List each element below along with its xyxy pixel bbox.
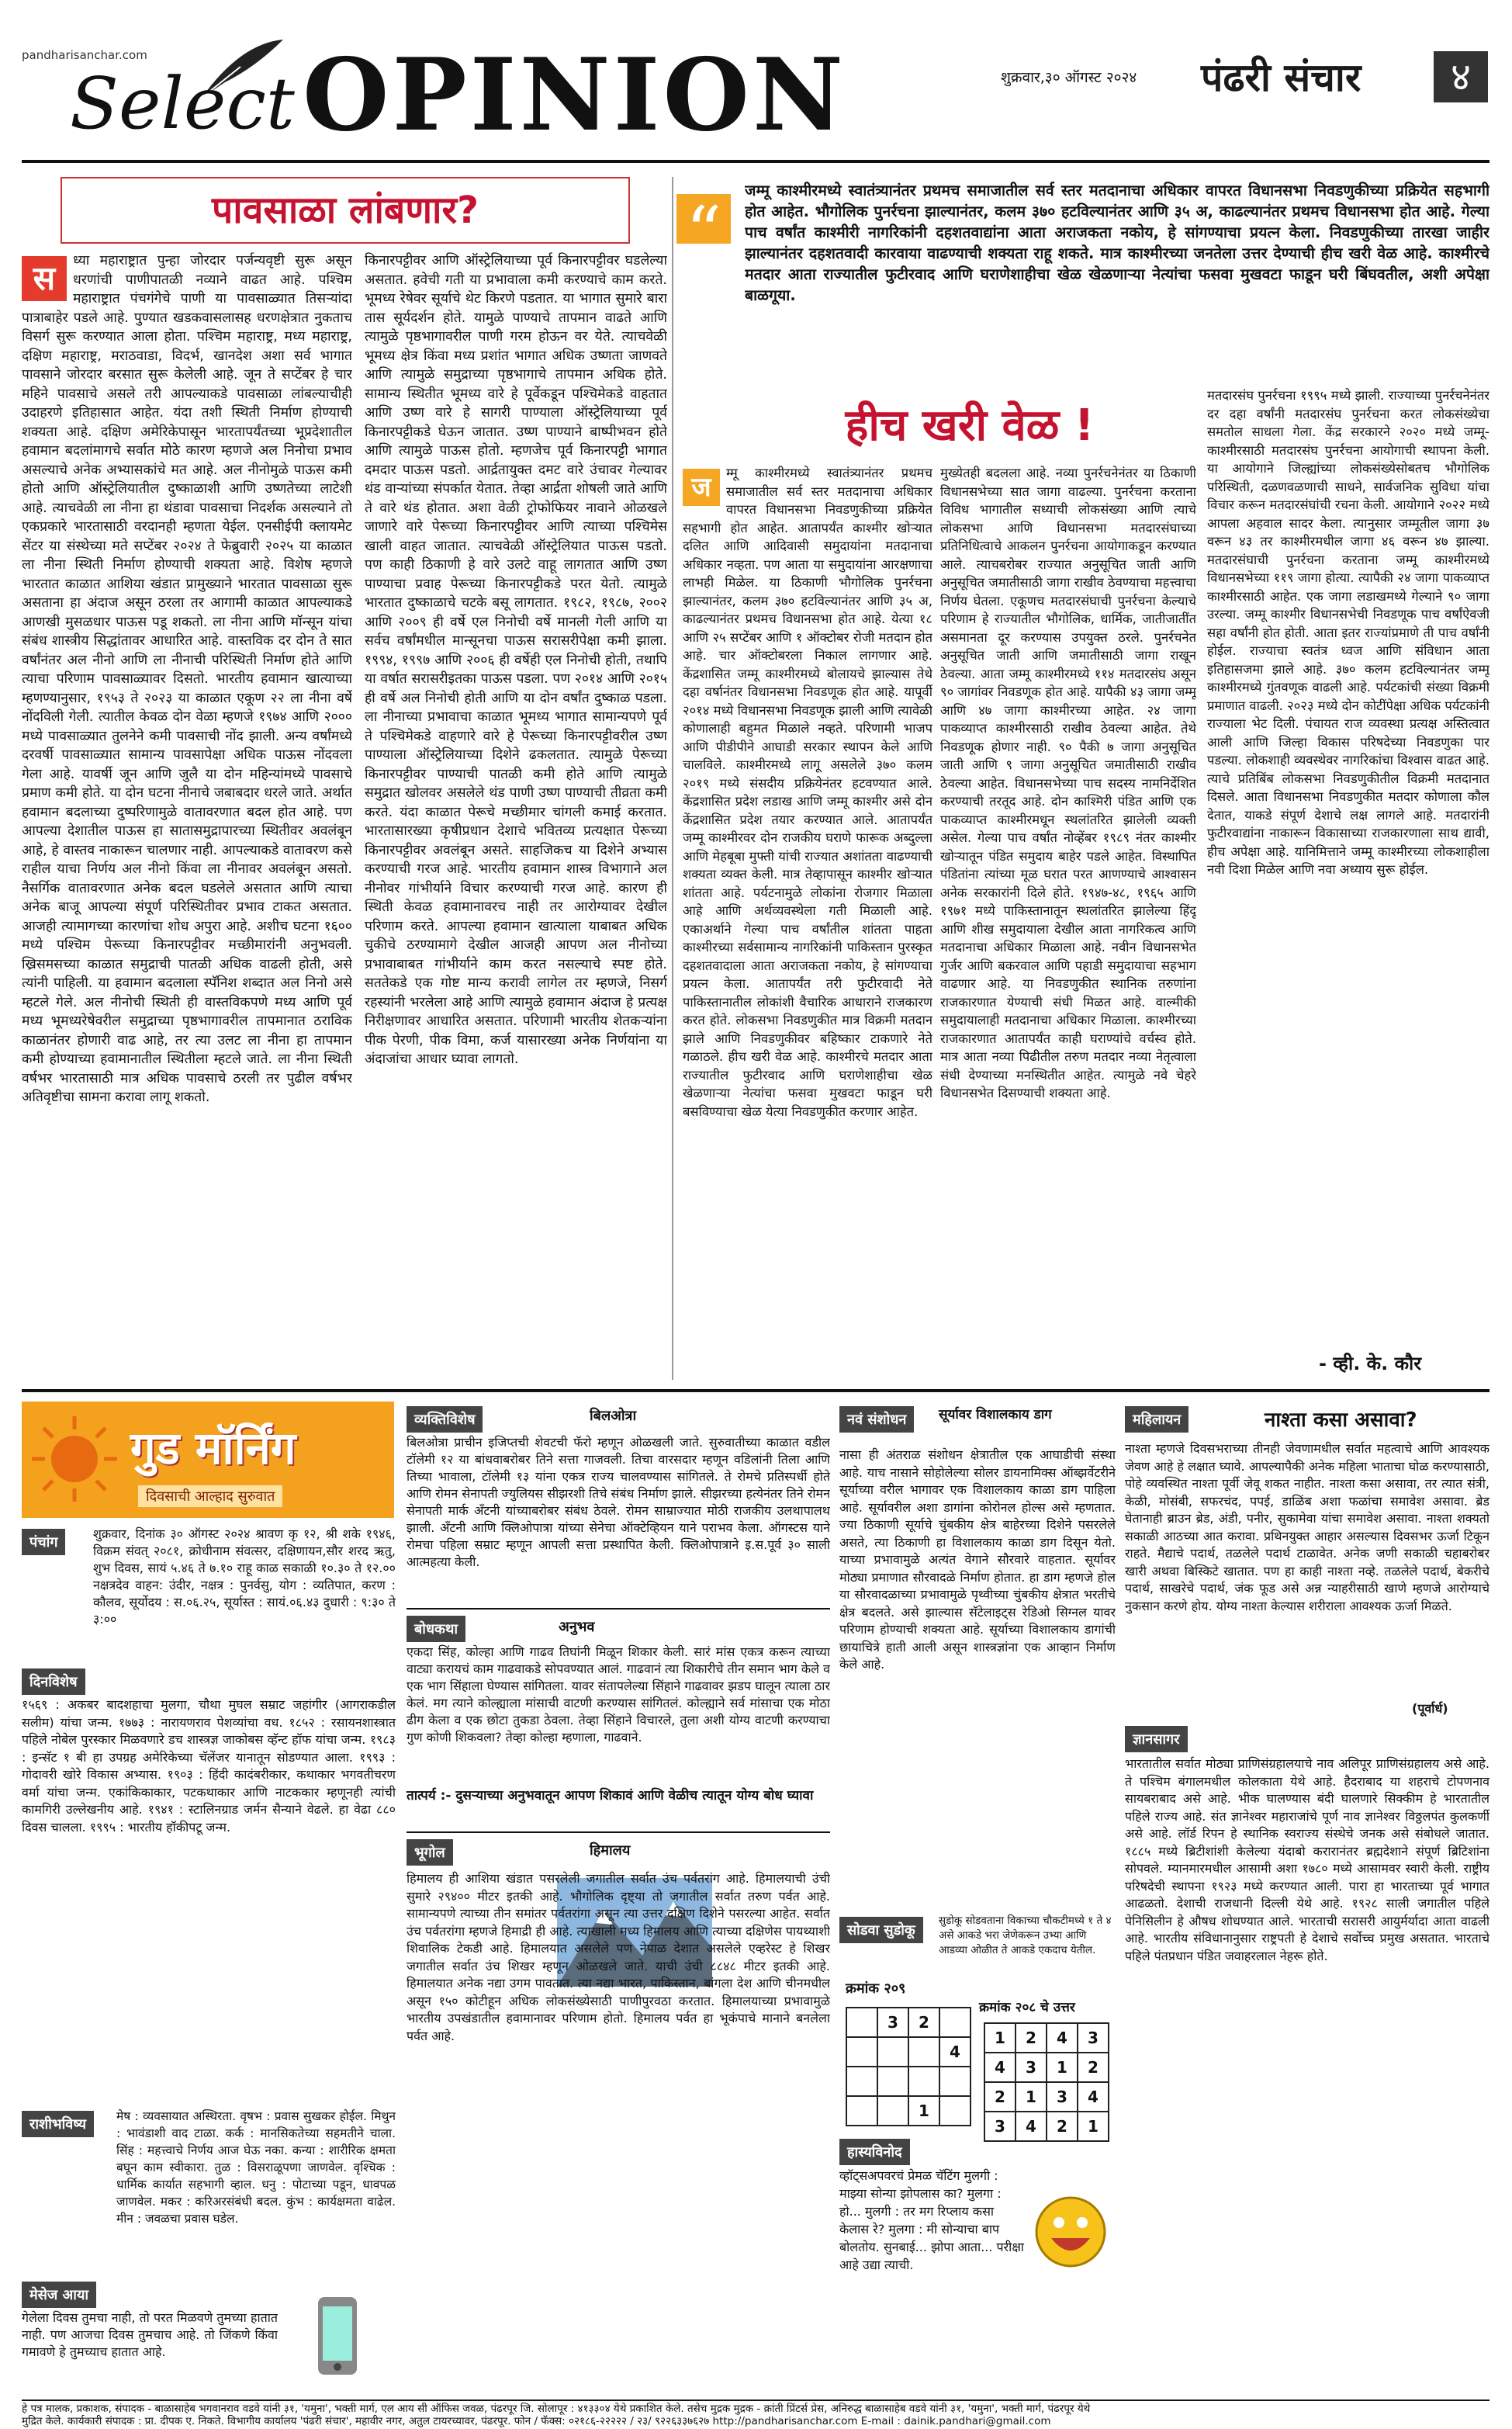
sudoku-cell <box>939 2096 971 2126</box>
navsanshodhan-label: नवं संशोधन <box>839 1406 914 1433</box>
sudoku-answer-cell: 3 <box>1078 2023 1109 2053</box>
hasya-text: व्हॉट्सअपवरचं प्रेमळ चॅटिंग मुलगी : माझ्या सोन्या झोपलास का? मुलगा : हो... मुलगी : तर मग रिप्लाय कसा केलास रे? मुलगा : मी सोन्याचा बाप बोलतोय. सुनबाई... झोपा आता... परीक्षा आहे उद्या त्याची. <box>839 2168 1024 2272</box>
opinion-wordmark: OPINION <box>303 37 846 154</box>
sudoku-cell: 4 <box>939 2037 971 2067</box>
sudoku-label: सोडवा सुडोकू <box>839 1917 923 1943</box>
footer-line-2: मुद्रित केले. कार्यकारी संपादक : प्रा. दीपक ए. निकते. विभागीय कार्यालय 'पंढरी संचार', महावीर नगर, अतुल टायरच्यावर, पंढरपूर. फोन / फॅक्स: ०२१८६-२२२२२ / २३/ ९२२६३३७६२७ http://pandharisanchar.com E-mail : dainik.pandhari@gmail.com <box>22 2415 1051 2427</box>
bodhkatha-label: बोधकथा <box>407 1616 465 1642</box>
sudoku-answer-cell: 1 <box>1015 2082 1047 2112</box>
sudoku-cell <box>877 2096 908 2126</box>
vyakti-rule <box>407 1608 830 1610</box>
laughing-face-icon <box>1032 2193 1109 2271</box>
footer-rule <box>22 2400 1490 2401</box>
sudoku-cell <box>846 2067 877 2096</box>
sudoku-answer-cell: 1 <box>1078 2112 1109 2141</box>
vyakti-label: व्यक्तिविशेष <box>407 1406 483 1433</box>
sudoku-answer-cell: 2 <box>1047 2112 1078 2141</box>
sudoku-answer-cell: 4 <box>984 2053 1015 2082</box>
rashi-label: राशीभविष्य <box>22 2111 94 2137</box>
dinvishesh-text: १५६९ : अकबर बादशहाचा मुलगा, चौथा मुघल सम्राट जहांगीर (आगराकडील सलीम) यांचा जन्म. १७७३ : नारायणराव पेशव्यांचा वध. १८५२ : रसायनशास्त्रात पहिले नोबेल पुरस्कार मिळवणारे डच शास्त्रज्ञ जाकोबस व्हॅन्ट हॉफ यांचा जन्म. १९८३ : इन्सॅट १ बी हा उपग्रह अमेरिकेच्या चॅलेंजर यानातून सोडण्यात आला. १९९३ : गोदावरी खोरे विकास अभ्यास. १९०३ : हिंदी कादंबरीकार, कथाकार भगवतीचरण वर्मा यांचा जन्म. एकांकिकाकार, पटकथाकार आणि नाटककार म्हणूनही त्यांची कामगिरी उल्लेखनीय आहे. १९४१ : स्टालिनग्राड जर्मन सैन्याने वेढले. हा वेढा ८८० दिवस चालला. १९९५ : भारतीय हॉकीपटू जन्म. <box>22 1697 396 1835</box>
sudoku-cell <box>908 2037 939 2067</box>
bhugol-label: भूगोल <box>407 1839 453 1866</box>
gyansagar-text: भारतातील सर्वात मोठ्या प्राणिसंग्रहालयाचे नाव अलिपूर प्राणिसंग्रहालय असे आहे. ते पश्चिम बंगालमधील कोलकाता येथे आहे. हैदराबाद या शहराचे टोपणनाव सायबराबाद असे आहे. भीक घालण्यास बंदी घालणारे सिक्कीम हे भारतातील पहिले राज्य आहे. संत ज्ञानेश्वर महाराजांचे पूर्ण नाव ज्ञानेश्वर विठ्ठलपंत कुलकर्णी असे आहे. लॉर्ड रिपन हे स्थानिक स्वराज्य संस्थेचे जनक असे संबोधले जातात. १८८५ मध्ये ब्रिटीशांशी केलेल्या यंदाबो करारानंतर ब्रह्मदेशाने संपूर्ण ब्रिटिशांना सोपवले. म्यानमारमधील आसामी अशा १७८० मध्ये आसामवर स्वारी केली. राष्ट्रीय परिषदेची स्थापना १९२३ मध्ये करण्यात आली. पारा हा भारताच्या पूर्व भागात आढळतो. देशाची राजधानी दिल्ली येथे आहे. १९२८ साली जगातील पहिले पेनिसिलीन हे औषध शोधण्यात आले. भारताची सरासरी आयुर्मर्यादा आता वाढली आहे. भारतीय संविधानानुसार राष्ट्रपती हे देशाचे सर्वोच्च प्रमुख असतात. भारताचे पहिले पंतप्रधान पंडित जवाहरलाल नेहरू होते. <box>1125 1756 1490 1963</box>
editorial-column-1: स ध्या महाराष्ट्रात पुन्हा जोरदार पर्जन्यवृष्टी सुरू असून धरणांची पाणीपातळी नव्याने वाढत आहे. पश्चिम महाराष्ट्रात पंचगंगेचे पाणी या पावसाळ्यात तिसऱ्यांदा पात्राबाहेर पडले आहे. पुण्यात खडकवासलासह धरणक्षेत्रात नुकताच विसर्ग सुरू करण्यात आला होता. पश्चिम महाराष्ट्र, मध्य महाराष्ट्र, दक्षिण महाराष्ट्र, मराठवाडा, विदर्भ, खानदेश अशा सर्व भागात पावसाने जोरदार बरसात सुरू केलेली आहे. जून ते सप्टेंबर हे चार महिने पावसाचे असले तरी आपल्याकडे पावसाळा लांबल्याचीही उदाहरणे इतिहासात आहेत. यंदा तशी स्थिती निर्माण होण्याची शक्यता आहे. दक्षिण अमेरिकेपासून भारतापर्यंतच्या भूप्रदेशातील हवामान बदलांमागचे सर्वात मोठे कारण म्हणजे अल निनोचा प्रभाव असल्याचे अनेक अभ्यासकांचे मत आहे. अल नीनोमुळे पाऊस कमी होतो आणि ऑस्ट्रेलियातील दुष्काळाशी आणि उष्णतेच्या लाटेशी आहे. त्याचवेळी ला नीना हा थंडावा पावसाचा निदर्शक असल्याने तो एकप्रकारे भारतासाठी वरदानही म्हणता येईल. एनसीईपी क्लायमेट सेंटर या संस्थेच्या मते सप्टेंबर २०२४ ते फेब्रुवारी २०२५ या काळात ला नीना स्थिती निर्माण होण्याची शक्यता आहे. विशेष म्हणजे भारतात काळात आशिया खंडात प्रामुख्याने भारतात पावसाळा सुरू असताना हा अंदाज असून ठरला तर आगामी काळात आपल्याकडे आणखी मुसळधार पाऊस पडू शकतो. ला नीना आणि मॉन्सून यांचा संबंध शास्त्रीय सिद्धांतावर आधारित आहे. वास्तविक दर दोन ते सात वर्षांनंतर अल नीनो आणि ला नीनाची परिस्थिती निर्माण होते आणि त्याचा परिणाम पावसाळ्यावर दिसतो. भारतीय हवामान खात्याच्या म्हणण्यानुसार, १९५३ ते २०२३ या काळात एकूण २२ ला नीना वर्षे नोंदविली गेली. त्यातील केवळ दोन वेळा म्हणजे १९७४ आणि २००० मध्ये पावसाळ्यात तुलनेने कमी पावसाची नोंद झाली. अन्य वर्षांमध्ये दरवर्षी पावसाळ्यात सामान्य पावसापेक्षा अधिक पाऊस नोंदवला गेला आहे. यावर्षी जून आणि जुलै या दोन महिन्यांमध्ये पावसाचे प्रमाण कमी होते. या दोन घटना नीनाचे जबाबदार धरले जाते. अर्थात हवामान बदलाच्या दुष्परिणामुळे वातावरणात बदल होत आहे. पण आपल्या देशातील पाऊस हा सातासमुद्रापारच्या स्थितीवर अवलंबून आहे, हे वास्तव नाकारून चालणार नाही. आपल्याकडे वातावरण कसे राहील याचा निर्णय अल नीनो किंवा ला नीनावर अवलंबून असतो. नैसर्गिक वातावरणात अनेक बदल घडलेले असतात आणि त्याचा अनेक बाजू आपल्या संपूर्ण परिस्थितीवर प्रभाव टाकत असतात. आजही त्यामागच्या कारणांचा शोध अपुरा आहे. अशीच घटना १६०० मध्ये पश्चिम पेरूच्या किनारपट्टीवर मच्छीमारांनी अनुभवली. ख्रिसमसच्या काळात समुद्राची पातळी अधिक वाढली होती, असे त्यांनी पाहिली. या हवामान बदलाला स्पॅनिश शब्दात अल निनो असे म्हटले गेले. अल नीनोची स्थिती ही वास्तविकपणे मध्य आणि पूर्व मध्य भूमध्यरेषेवरील समुद्राच्या पृष्ठभागावरील तापमानात ठराविक काळानंतर होणारी वाढ आहे, तर त्या उलट ला नीना हा तापमान कमी होण्याच्या हवामानातील स्थितीला म्हटले जाते. ला नीना स्थिती वर्षभर भारतासाठी मात्र अधिक पावसाचे ठरली तर पुढील वर्षभर अतिवृष्टीचा सामना करावा लागू शकतो. <box>22 253 352 1105</box>
good-morning-tagline: दिवसाची आल्हाद सुरुवात <box>138 1485 282 1507</box>
message-text: गेलेला दिवस तुमचा नाही, तो परत मिळवणे तुमच्या हातात नाही. पण आजचा दिवस तुमचाच आहे. तो जिंकणे किंवा गमावणे हे तुमच्याच हातात आहे. <box>22 2310 278 2359</box>
sudoku-answer-cell: 2 <box>1015 2023 1047 2053</box>
sudoku-answer-cell: 3 <box>984 2112 1015 2141</box>
site-url: pandharisanchar.com <box>22 48 147 62</box>
editorial-dropcap: स <box>22 256 67 301</box>
sudoku-answer-cell: 3 <box>1015 2053 1047 2082</box>
message-label: मेसेज आया <box>22 2282 96 2308</box>
issue-date: शुक्रवार,३० ऑगस्ट २०२४ <box>1001 69 1137 86</box>
sudoku-answer-row <box>984 2023 1109 2053</box>
article-column-3: मतदारसंघ पुनर्रचना १९९५ मध्ये झाली. राज्याच्या पुनर्रचनेनंतर दर दहा वर्षांनी मतदारसंघ पुनर्रचना करत लोकसंख्येचा समतोल साधला गेला. केंद्र सरकारने २०२० मध्ये जम्मू-काश्मीरसाठी मतदारसंघ पुनर्रचना आयोगाची स्थापना केली. या आयोगाने जिल्ह्यांच्या लोकसंख्येसोबतच भौगोलिक परिस्थिती, दळणवळणाची साधने, सार्वजनिक सुविधा यांचा विचार करून मतदारसंघांची रचना केली. आयोगाने २०२२ मध्ये आपला अहवाल सादर केला. त्यानुसार जम्मूतील जागा ३७ वरून ४३ तर काश्मीरमधील जागा ४६ वरून ४७ झाल्या. मतदारसंघाची पुनर्रचना करताना जम्मू काश्मीरमध्ये विधानसभेच्या ११९ जागा होत्या. त्यापैकी २४ जागा पाकव्याप्त काश्मीरसाठी आहेत. एक जागा लडाखमध्ये गेल्याने ९० जागा उरल्या. जम्मू काश्मीर विधानसभेची निवडणूक पाच वर्षांऐवजी सहा वर्षांनी होत होती. आता इतर राज्यांप्रमाणे ती पाच वर्षांनी होईल. राज्याचा स्वतंत्र ध्वज आणि संविधान आता इतिहासजमा झाले आहे. ३७० कलम हटविल्यानंतर जम्मू काश्मीरमध्ये गुंतवणूक वाढली आहे. पर्यटकांची संख्या विक्रमी प्रमाणात वाढली. २०२३ मध्ये दोन कोटींपेक्षा अधिक पर्यटकांनी राज्याला भेट दिली. पंचायत राज व्यवस्था प्रत्यक्ष अस्तित्वात आली आणि जिल्हा विकास परिषदेच्या निवडणुका पार पडल्या. लोकशाही व्यवस्थेवर नागरिकांचा विश्वास वाढत आहे. त्याचे प्रतिबिंब लोकसभा निवडणुकीतील विक्रमी मतदानात दिसले. आता विधानसभा निवडणुकीत मतदार कोणाला कौल देतात, याकडे संपूर्ण देशाचे लक्ष लागले आहे. मतदारांनी फुटीरवाद्यांना नाकारून विकासाच्या राजकारणाला साथ द्यावी, हीच अपेक्षा आहे. यानिमित्ताने जम्मू काश्मीरच्या लोकशाहीला नवी दिशा मिळेल आणि नवा अध्याय सुरू होईल. <box>1207 388 1490 877</box>
good-morning-title: गुड मॉर्निंग <box>130 1422 296 1474</box>
sudoku-answer-cell: 1 <box>1047 2053 1078 2082</box>
panchang-label: पंचांग <box>22 1529 65 1555</box>
sudoku-row <box>846 2037 971 2067</box>
sudoku-answer-cell: 2 <box>984 2082 1015 2112</box>
sudoku-answer-cell: 2 <box>1078 2053 1109 2082</box>
sudoku-cell <box>846 2096 877 2126</box>
sudoku-cell: 1 <box>908 2096 939 2126</box>
vertical-divider <box>672 177 673 1380</box>
article-author: - व्ही. के. कौर <box>1319 1353 1422 1374</box>
page-number: ४ <box>1434 51 1488 102</box>
bhugol-text: हिमालय ही आशिया खंडात पसरलेली जगातील सर्वात उंच पर्वतरांग आहे. हिमालयाची उंची सुमारे २९४०० मीटर इतकी आहे. भौगोलिक दृष्ट्या तो जगातील सर्वात तरुण पर्वत आहे. सामान्यपणे त्याच्या तीन समांतर पर्वतरांगा असून त्या उत्तर दक्षिण दिशेने पसरल्या आहेत. सर्वात उंच पर्वतरांगा म्हणजे हिमाद्री ही आहे. त्याखाली मध्य हिमालय आणि त्याच्या दक्षिणेस पायथ्याशी शिवालिक टेकडी आहे. हिमालयात असलेले पण नेपाळ देशात असलेले एव्हरेस्ट हे शिखर जगातील सर्वात उंच शिखर म्हणून ओळखले जाते. याची उंची ८८४८ मीटर इतकी आहे. हिमालयात अनेक नद्या उगम पावतात. त्या नद्या भारत, पाकिस्तान, बांगला देश आणि चीनमधील असून १५० कोटीहून अधिक लोकसंख्येसाठी पाणीपुरवठा करतात. हिमालयाच्या प्रभावामुळे भारतीय उपखंडातील हवामानावर परिणाम होतो. हिमालय पर्वत हा भूकंपाचे मानाने बनलेला पर्वत आहे. <box>407 1871 830 2043</box>
header-rule <box>22 160 1490 163</box>
sudoku-title: क्रमांक २०९ <box>846 1980 906 1997</box>
pull-quote: जम्मू काश्मीरमध्ये स्वातंत्र्यानंतर प्रथमच समाजातील सर्व स्तर मतदानाचा अधिकार वापरत विधानसभा निवडणुकीच्या प्रक्रियेत सहभागी होत आहेत. भौगोलिक पुनर्रचना झाल्यानंतर, कलम ३७० हटविल्यानंतर आणि ३५ अ, काढल्यानंतर प्रथमच विधानसभा होत आहे. गेल्या पाच वर्षांत काश्मीरी नागरिकांनी दहशतवाद्यांना आता अराजकता नकोय, हे सांगण्याचा प्रयत्न केला. निवडणुकीच्या तारखा जाहीर झाल्यानंतर दहशतवादी कारवाया वाढण्याची शक्यता राहू शकते. मात्र काश्मीरच्या जनतेला उत्तर देण्याची हीच खरी वेळ आहे. काश्मीरचे मतदार आता राज्यातील फुटीरवाद आणि घराणेशाहीचा खेळ खेळणाऱ्या नेत्यांचा फसवा मुखवटा फाडून घरी बिंघवतील, अशी अपेक्षा बाळगूया. <box>745 182 1490 304</box>
sudoku-cell <box>939 2008 971 2037</box>
sudoku-answer-cell: 4 <box>1078 2082 1109 2112</box>
navsanshodhan-text: नासा ही अंतराळ संशोधन क्षेत्रातील एक आघाडीची संस्था आहे. याच नासाने सोहोलेल्या सोलर डायनामिक्स ऑब्झर्वेटरीने सूर्याच्या वरील भागावर एक विशालकाय काळा डाग पाहिला आहे. सूर्यावरील अशा डागांना कोरोनल होल्स असे म्हणतात. ज्या ठिकाणी सूर्याचे चुंबकीय क्षेत्र बाहेरच्या दिशेने पसरलेले असते, त्या ठिकाणी हा विशालकाय काळा डाग दिसून येतो. याच्या प्रभावामुळे अत्यंत वेगाने सौरवारे वाहतात. सूर्यावर मोठ्या प्रमाणात सौरवादळे निर्माण होतात. हा डाग म्हणजे होल या सौरवादळाच्या प्रभावामुळे पृथ्वीच्या चुंबकीय क्षेत्रात भरतीचे क्षेत्र बदलते. असे झाल्यास सॅटेलाइट्स रेडिओ सिग्नल यावर परिणाम होण्याची शक्यता आहे. सूर्याच्या विशालकाय डागांची छायाचित्रे हाती आली असून शास्त्रज्ञांना एक आव्हान निर्माण केले आहे. <box>839 1447 1116 1672</box>
navsanshodhan-title: सूर्यावर विशालकाय डाग <box>939 1407 1052 1422</box>
dinvishesh-label: दिनविशेष <box>22 1668 85 1695</box>
sudoku-cell <box>846 2008 877 2037</box>
sudoku-instructions: सुडोकू सोडवताना विकाच्या चौकटीमध्ये १ ते ४ असे आकडे भरा जेणेकरून उभ्या आणि आडव्या ओळीत ते आकडे एकदाच येतील. <box>939 1914 1112 1956</box>
section-rule <box>22 1389 1490 1392</box>
sudoku-answer-title: क्रमांक २०८ चे उत्तर <box>979 2000 1075 2015</box>
bodhkatha-text: एकदा सिंह, कोल्हा आणि गाढव तिघांनी मिळून शिकार केली. सारं मांस एकत्र करून त्याच्या वाट्या करायचं काम गाढवाकडे सोपवण्यात आलं. गाढवानं त्या शिकारीचे तीन समान भाग केले व एक भाग सिंहाला घेण्यास सांगितला. यावर संतापलेल्या सिंहाने गाढवावर झडप घालून त्याला ठार केलं. मग त्याने कोल्ह्याला मांसाची वाटणी करण्यास सांगितलं. कोल्ह्याने सर्व मांसाचा एक मोठा ढीग केला व एक छोटा तुकडा ठेवला. तेव्हा सिंहाने विचारले, तुला अशी योग्य वाटणी करण्याचा गुण कोणी शिकवला? तेव्हा कोल्हा म्हणाला, गाढवाने. <box>407 1644 830 1745</box>
sudoku-answer-cell: 1 <box>984 2023 1015 2053</box>
bodhkatha-rule <box>407 1831 830 1833</box>
mahilayan-title: नाश्ता कसा असावा? <box>1265 1409 1417 1432</box>
rashi-text: मेष : व्यवसायात अस्थिरता. वृषभ : प्रवास सुखकर होईल. मिथुन : भावंडाशी वाद टाळा. कर्क : मानसिकतेच्या सहमतीने चाला. सिंह : महत्त्वाचे निर्णय आज घेऊ नका. कन्या : शारीरिक क्षमता बघून काम स्वीकारा. तुळ : विसराळूपणा जाणवेल. वृश्चिक : धार्मिक कार्यात सहभागी व्हाल. धनु : पोटाच्या पडून, धावपळ जाणवेल. मकर : करिअरसंबंधी बदल. कुंभ : कार्यक्षमता वाढेल. मीन : जवळचा प्रवास घडेल. <box>116 2109 396 2226</box>
mahilayan-label: महिलायन <box>1125 1406 1188 1433</box>
vyakti-text: बिलओत्रा प्राचीन इजिप्तची शेवटची फॅरो म्हणून ओळखली जाते. सुरुवातीच्या काळात वडील टॉलेमी १२ या बांधवाबरोबर तिने सत्ता गाजवली. तिचा वारसदार म्हणून वडिलांनी तिला आणि तिच्या भावाला, टॉलेमी १३ यांना एकत्र राज्य चालवण्यास सांगितले. ते रोमचे प्रतिस्पर्धी होते आणि रोमन सेनापती ज्युलियस सीझरशी तिचे संबंध निर्माण झाले. सीझरच्या हत्येनंतर तिने रोमन सेनापती मार्क अँटनी यांच्याबरोबर संबंध ठेवले. रोमन साम्राज्यात मोठी राजकीय उलथापालथ झाली. अँटनी आणि क्लिओपात्रा यांच्या सेनेचा ऑक्टेव्हियन याने पराभव केला. ऑगस्टस याने रोमचा पहिला सम्राट म्हणून आपली सत्ता प्रस्थापित केली. क्लिओपात्राने इ.स.पूर्व ३० साली आत्महत्या केली. <box>407 1435 830 1569</box>
sudoku-answer-cell: 3 <box>1047 2082 1078 2112</box>
editorial-column-2: किनारपट्टीवर आणि ऑस्ट्रेलियाच्या पूर्व किनारपट्टीवर घडलेल्या असतात. हवेची गती या प्रभावाला कमी करण्याचे काम करते. भूमध्य रेषेवर सूर्याचे थेट किरणे पडतात. या भागात सुमारे बारा तास सूर्यदर्शन होते. यामुळे पाण्याचे तापमान वाढते आणि त्यामुळे पृष्ठभागावरील पाणी गरम होऊन वर येते. त्याचवेळी भूमध्य क्षेत्र किंवा मध्य प्रशांत भागात अधिक उष्णता जाणवते आणि त्यामुळे समुद्राच्या पृष्ठभागाचे तापमान अधिक होते. सामान्य स्थितीत भूमध्य वारे हे पूर्वेकडून पश्चिमेकडे वाहतात आणि उष्ण वारे हे सागरी पाण्याला ऑस्ट्रेलियाच्या पूर्व किनारपट्टीकडे घेऊन जातात. उष्ण पाण्याने बाष्पीभवन होते आणि त्यामुळे पाऊस होतो. म्हणजेच पूर्व किनारपट्टी भागात दमदार पाऊस पडतो. आर्द्रतायुक्त दमट वारे उंचावर गेल्यावर थंड वाऱ्यांच्या संपर्कात येतात. तेव्हा आर्द्रता शोषली जाते आणि ते वारे थंड होतात. अशा वेळी ट्रोफोफियर नावाने ओळखले जाणारे वारे पेरूच्या किनारपट्टीवर आणि त्याच्या पश्चिमेस खाली वाहत जातात. त्याचवेळी ऑस्ट्रेलियात पाऊस पडतो. पण काही ठिकाणी हे वारे उलटे वाहू लागतात आणि उष्ण पाण्याचा प्रवाह पेरूच्या किनारपट्टीकडे परत येतो. त्यामुळे भारतात दुष्काळाचे चटके बसू लागतात. १९८२, १९८७, २००२ आणि २००९ ही वर्षे एल निनोची वर्षे मानली गेली आणि या सर्वच वर्षांमधील मान्सूनचा पाऊस सरासरीपेक्षा कमी झाला. १९९४, १९९७ आणि २००६ ही वर्षेही एल निनोची होती, तथापि या वर्षात सरासरीइतका पाऊस पडला. पण २०१४ आणि २०१५ ही वर्षे अल निनोची होती आणि या दोन वर्षांत दुष्काळ पडला. ला नीनाच्या प्रभावाचा काळात भूमध्य भागात सामान्यपणे पूर्व ते पश्चिमेकडे वाहणारे वारे हे पेरूच्या किनारपट्टीवरील उष्ण पाण्याला ऑस्ट्रेलियाच्या दिशेने ढकलतात. त्यामुळे पेरूच्या किनारपट्टीवर पाण्याची पातळी कमी होते आणि त्यामुळे समुद्रात खोलवर असलेले थंड पाणी उष्ण पाण्याची तीव्रता कमी करते. यंदा काळात पेरूचे मच्छीमार चांगली कमाई करतात. भारतासारख्या कृषीप्रधान देशाचे भवितव्य प्रत्यक्षात पेरूच्या किनारपट्टीवर अवलंबून असते. साहजिकच या दिशेने अभ्यास करण्याची गरज आहे. भारतीय हवामान शास्त्र विभागाने अल नीनोवर गांभीर्याने विचार करण्याची गरज आहे. कारण ही स्थिती केवळ हवामानावरच नाही तर आरोग्यावर देखील परिणाम करते. आपल्या हवामान खात्याला याबाबत अधिक चुकीचे ठरण्यामागे देखील आजही आपण अल नीनोच्या प्रभावाबाबत गांभीर्याने काम करत नसल्याचे स्पष्ट होते. सततेकडे एक गोष्ट मान्य करावी लागेल तर म्हणजे, निसर्ग रहस्यांनी भरलेला आहे आणि त्यामुळे हवामान अंदाज हे प्रत्यक्ष निरीक्षणावर आधारित असतात. परिणामी भारतीय शेतकऱ्यांना पीक पेरणी, पीक विमा, कर्ज यासारख्या अनेक निर्णयांना या अंदाजांचा आधार घ्यावा लागतो. <box>365 253 667 1067</box>
panchang-text: शुक्रवार, दिनांक ३० ऑगस्ट २०२४ श्रावण कृ १२, श्री शके १९४६, विक्रम संवत् २०८१, क्रोधीनाम संवत्सर, दक्षिणायन,सौर शरद ऋतु, शुभ दिवस, सायं ५.४६ ते ७.१० राहू काळ सकाळी १०.३० ते १२.०० नक्षत्रदेव वाहन: उंदीर, नक्षत्र : पुनर्वसु, योग : व्यतिपात, करण : कौलव, सूर्योदय : स.०६.२५, सूर्यास्त : सायं.०६.४३ दुधारी : ९:३० ते ३:०० <box>93 1526 396 1627</box>
mobile-phone-icon <box>295 2289 380 2390</box>
sudoku-cell: 3 <box>877 2008 908 2037</box>
brand-name: पंढरी संचार <box>1201 55 1361 100</box>
sun-icon <box>28 1412 121 1506</box>
sudoku-answer-cell: 4 <box>1015 2112 1047 2141</box>
article-column-2: मुख्येतही बदलला आहे. नव्या पुनर्रचनेनंतर या ठिकाणी विधानसभेच्या सात जागा वाढल्या. पुनर्रचना करताना विविध भागातील सध्याची लोकसंख्या आणि त्याचे लोकसभा आणि विधानसभा मतदारसंघाच्या प्रतिनिधित्वाचे आकलन पुनर्रचना आयोगाकडून करण्यात आले. त्याचबरोबर राज्यात अनुसूचित जाती आणि अनुसूचित जमातीसाठी जागा राखीव ठेवण्याचा महत्त्वाचा निर्णय घेतला. एकूणच मतदारसंघाची पुनर्रचना केल्याचे परिणाम हे राज्यातील भौगोलिक, धार्मिक, जातीजातींत असमानता दूर करण्यास उपयुक्त ठरले. पुनर्रचनेत अनुसूचित जाती आणि जमातीसाठी जागा राखून ठेवल्या. आता जम्मू काश्मीरमध्ये ११४ मतदारसंघ असून ९० जागांवर निवडणूक होत आहे. यापैकी ४३ जागा जम्मू आणि ४७ जागा काश्मीरच्या आहेत. २४ जागा पाकव्याप्त काश्मीरसाठी राखीव ठेवल्या आहेत. तेथे निवडणूक होणार नाही. ९० पैकी ७ जागा अनुसूचित जाती आणि ९ जागा अनुसूचित जमातीसाठी राखीव ठेवल्या आहेत. विधानसभेच्या पाच सदस्य नामनिर्देशित करण्याची तरतूद आहे. दोन काश्मिरी पंडित आणि एक पाकव्याप्त काश्मीरमधून स्थलांतरित झालेली व्यक्ती असेल. गेल्या पाच वर्षांत नोव्हेंबर १९८९ नंतर काश्मीर खोऱ्यातून पंडित समुदाय बाहेर पडले आहेत. विस्थापित पंडितांना त्यांच्या मूळ घरात परत आणण्याचे आश्वासन अनेक सरकारांनी दिले होते. १९४७-४८, १९६५ आणि १९७१ मध्ये पाकिस्तानातून स्थलांतरित झालेल्या हिंदू आणि शीख समुदायाला देखील आता नागरिकत्व आणि मतदानाचा अधिकार मिळाला आहे. नवीन विधानसभेत गुर्जर आणि बकरवाल आणि पहाडी समुदायाचा सहभाग वाढणार आहे. या निवडणुकीत स्थानिक तरुणांना राजकारणात येण्याची संधी मिळत आहे. वाल्मीकी समुदायालाही मतदानाचा अधिकार मिळाला. काश्मीरच्या राजकारणात आतापर्यंत काही घराण्यांचे वर्चस्व होते. मात्र आता नव्या पिढीतील तरुण मतदार नव्या नेतृत्वाला संधी देण्याच्या मनस्थितीत आहेत. त्यामुळे नवे चेहरे विधानसभेत दिसण्याची शक्यता आहे. <box>940 466 1196 1100</box>
sudoku-cell <box>908 2067 939 2096</box>
sudoku-answer-row <box>984 2082 1109 2112</box>
bodhkatha-moral: तात्पर्य :- दुसऱ्याच्या अनुभवातून आपण शिकावं आणि वेळीच त्यातून योग्य बोध घ्यावा <box>407 1788 814 1804</box>
editorial-title: पावसाळा लांबणार? <box>212 189 479 232</box>
vyakti-name: बिलओत्रा <box>590 1408 637 1424</box>
article-dropcap: ज <box>683 469 720 506</box>
footer-line-1: हे पत्र मालक, प्रकाशक, संपादक - बाळासाहेब भगवानराव वडवे यांनी ३१, 'यमुना', भक्ती मार्ग, एल आय सी ऑफिस जवळ, पंढरपूर जि. सोलापूर : ४१३३०४ येथे प्रकाशित केले. तसेच मुद्रक मुद्रक - क्रांती प्रिंटर्स प्रेस, अनिरुद्ध बाळासाहेब वडवे यांनी ३१, 'यमुना', भक्ती मार्ग, पंढरपूर येथे <box>22 2403 1091 2415</box>
sudoku-cell <box>939 2067 971 2096</box>
quote-icon: “ <box>676 194 731 244</box>
hasya-label: हास्यविनोद <box>839 2139 910 2165</box>
sudoku-cell <box>877 2037 908 2067</box>
mahilayan-source: (पूर्वार्ध) <box>1412 1701 1448 1716</box>
good-morning-banner <box>22 1402 394 1518</box>
sudoku-answer-grid <box>984 2022 1109 2142</box>
article-column-1: ज म्मू काश्मीरमध्ये स्वातंत्र्यानंतर प्रथमच समाजातील सर्व स्तर मतदानाचा अधिकार वापरत विधानसभा निवडणुकीच्या प्रक्रियेत सहभागी होत आहेत. आतापर्यंत काश्मीर खोऱ्यात दलित आणि आदिवासी समुदायांना मतदानाचा अधिकार नव्हता. पण आता या समुदायांना आरक्षणाचा लाभही मिळेल. या ठिकाणी भौगोलिक पुनर्रचना झाल्यानंतर, कलम ३७० हटविल्यानंतर आणि ३५ अ, काढल्यानंतर प्रथमच विधानसभा होत आहे. येत्या १८ आणि २५ सप्टेंबर आणि १ ऑक्टोबर रोजी मतदान होत आहे. चार ऑक्टोबरला निकाल लागणार आहे. केंद्रशासित जम्मू काश्मीरमध्ये बोलायचे झाल्यास तेथे दहा वर्षानंतर विधानसभा निवडणूक होत आहे. यापूर्वी २०१४ मध्ये विधानसभा निवडणूक झाली आणि त्यावेळी कोणालाही बहुमत मिळाले नव्हते. परिणामी भाजप आणि पीडीपीने आघाडी सरकार स्थापन केले आणि चालविले. काश्मीरमध्ये लागू असलेले ३७० कलम २०१९ मध्ये संसदीय प्रक्रियेनंतर हटवण्यात आले. केंद्रशासित प्रदेश लडाख आणि जम्मू काश्मीर असे दोन केंद्रशासित प्रदेश तयार करण्यात आले. आतापर्यंत जम्मू काश्मीरवर दोन राजकीय घराणे फारूक अब्दुल्ला आणि मेहबूबा मुफ्ती यांची राज्यात अशांतता वाढण्याची शक्यता व्यक्त केली. मात्र तेव्हापासून काश्मीर खोऱ्यात शांतता आहे. पर्यटनामुळे लोकांना रोजगार मिळाला आहे आणि अर्थव्यवस्थेला गती मिळाली आहे. एकाअर्थाने गेल्या पाच वर्षांतील शांतता पाहता काश्मीरच्या सर्वसामान्य नागरिकांनी पाकिस्तान पुरस्कृत दहशतवादाला आता अराजकता नकोय, हे सांगण्याचा प्रयत्न केला. आतापर्यंत तरी फुटीरवादी नेते पाकिस्तानातील लोकांशी वैचारिक आधाराने राजकारण करत होते. लोकसभा निवडणुकीत मात्र विक्रमी मतदान झाले आणि निवडणुकीवर बहिष्कार टाकणारे नेते गळाठले. हीच खरी वेळ आहे. काश्मीरचे मतदार आता राज्यातील फुटीरवाद आणि घराणेशाहीचा खेळ खेळणाऱ्या नेत्यांचा फसवा मुखवटा फाडून घरी बसविण्याचा खेळ येत्या निवडणुकीत करणार आहेत. <box>683 466 932 1119</box>
sudoku-answer-cell: 4 <box>1047 2023 1078 2053</box>
sudoku-cell <box>877 2067 908 2096</box>
sudoku-answer-row <box>984 2053 1109 2082</box>
sudoku-cell <box>846 2037 877 2067</box>
sudoku-cell: 2 <box>908 2008 939 2037</box>
editorial-title-box <box>61 177 630 244</box>
sudoku-row <box>846 2096 971 2126</box>
sudoku-row <box>846 2008 971 2037</box>
select-wordmark: Select <box>70 62 295 145</box>
mahilayan-text: नाश्ता म्हणजे दिवसभराच्या तीनही जेवणामधील सर्वात महत्वाचे आणि आवश्यक जेवण आहे हे लक्षात घ्यावे. आपल्यापैकी अनेक महिला भाताचा घोळ करण्यासाठी, पोहे व्यवस्थित नाश्ता पूर्वी जेवू शकत नाहीत. नाश्ता कसा असावा, तर त्यात संत्री, केळी, मोसंबी, सफरचंद, पपई, डाळिंब अशा फळांचा समावेश असावा. ब्रेड घेतानाही ब्राउन ब्रेड, अंडी, पनीर, सुकामेवा यांचा समावेश असावा. नाश्ता शक्यतो सकाळी आठच्या आत करावा. प्रथिनयुक्त आहार असल्यास दिवसभर ऊर्जा टिकून राहते. मैद्याचे पदार्थ, तळलेले पदार्थ टाळावेत. अनेक जणी सकाळी चहाबरोबर खारी अथवा बिस्किटे खातात. पण हा काही नाश्ता नव्हे. तळलेले पदार्थ, बेकरीचे पदार्थ, साखरेचे पदार्थ, जंक फूड असे अन्न न्याहरीसाठी खाणे म्हणजे आरोग्याचे नुकसान करणे होय. योग्य नाश्ता केल्यास शरीराला आवश्यक ऊर्जा मिळते. <box>1125 1441 1490 1613</box>
gyansagar-label: ज्ञानसागर <box>1125 1726 1188 1752</box>
bhugol-title: हिमालय <box>590 1842 631 1859</box>
sudoku-row <box>846 2067 971 2096</box>
article-title: हीच खरी वेळ ! <box>845 400 1095 451</box>
sudoku-grid <box>846 2007 971 2126</box>
bodhkatha-title: अनुभव <box>559 1619 595 1635</box>
sudoku-answer-row <box>984 2112 1109 2141</box>
